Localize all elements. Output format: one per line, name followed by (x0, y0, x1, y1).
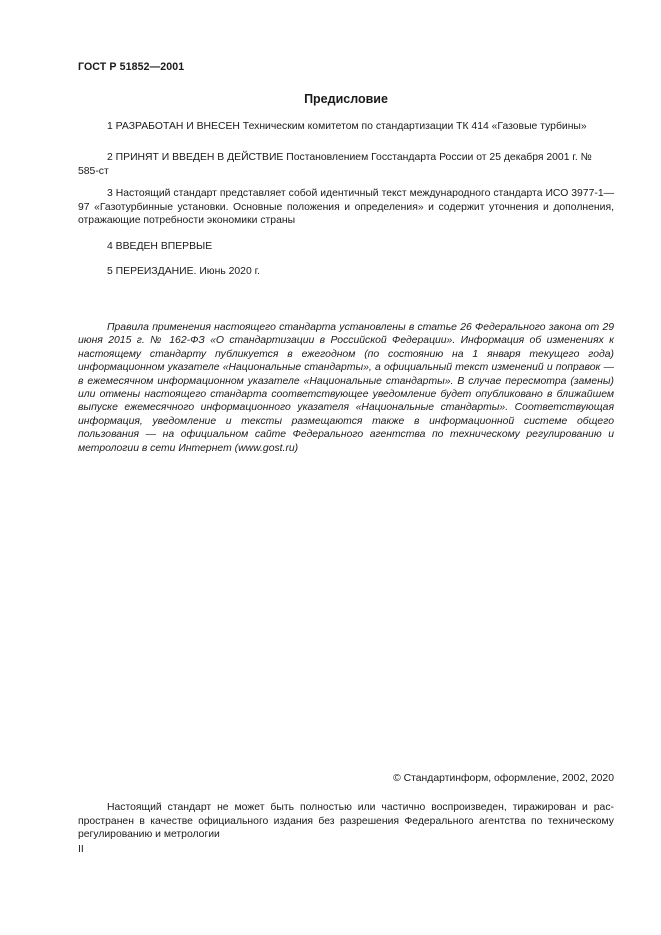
foreword-item-text: Июнь 2020 г. (196, 266, 261, 277)
standard-code: ГОСТ Р 51852—2001 (78, 61, 185, 73)
foreword-item-3 (78, 187, 614, 228)
foreword-item-lead: 3 (107, 188, 113, 199)
foreword-item-lead: 4 ВВЕДЕН ВПЕРВЫЕ (107, 241, 213, 252)
foreword-item-1 (78, 120, 614, 134)
page-number: II (78, 844, 84, 855)
foreword-item-lead: 1 РАЗРАБОТАН И ВНЕСЕН (107, 121, 240, 132)
page-title: Предисловие (304, 92, 388, 106)
foreword-item-5 (78, 265, 614, 279)
foreword-item-4 (78, 240, 614, 254)
foreword-item-2 (78, 151, 614, 178)
foreword-item-text: Техническим комитетом по стандартизации ТК 414 «Газовые турбины» (239, 121, 587, 132)
foreword-item-lead: 2 ПРИНЯТ И ВВЕДЕН В ДЕЙСТВИЕ (107, 152, 284, 163)
reproduction-restriction-notice: Настоящий стандарт не может быть полностью или частично воспроизведен, тиражирован и распространен в качестве официального издания без разрешения Федерального агентства по техническому регулированию и метрологии (78, 802, 614, 841)
copyright-line: © Стандартинформ, оформление, 2002, 2020 (393, 773, 614, 784)
foreword-item-text: Постановлением Госстандарта России от 25 декабря 2001 г. № 585-ст (78, 152, 592, 177)
foreword-item-text: Настоящий стандарт представляет собой идентичный текст международного стандарта ИСО 3977-1—97 «Газотурбинные установки. Основные положения и определения» и содержит уточнения и дополнения, отражающие потребности экономики страны (78, 188, 614, 227)
foreword-item-lead: 5 ПЕРЕИЗДАНИЕ. (107, 266, 197, 277)
standard-application-notice: Правила применения настоящего стандарта установлены в статье 26 Федерального закона от 29 июня 2015 г. № 162-ФЗ «О стандартизации в Российской Федерации». Информация об изменениях к настоящему стандарту публикуется в ежегодном (по состоянию на 1 января текущего года) информационном указателе «Национальные стандарты», а официальный текст изменений и поправок — в ежемесячном информационном указателе «Национальные стандарты». В случае пересмотра (замены) или отмены настоящего стандарта соответствующее уведомление будет опубликовано в ближайшем выпуске ежемесячного информационного указателя «Национальные стандарты». Соответствующая информация, уведомление и тексты размещаются также в информационной системе общего пользования — на официальном сайте Федерального агентства по техническому регулированию и метрологии в сети Интернет (www.gost.ru) (78, 322, 614, 454)
